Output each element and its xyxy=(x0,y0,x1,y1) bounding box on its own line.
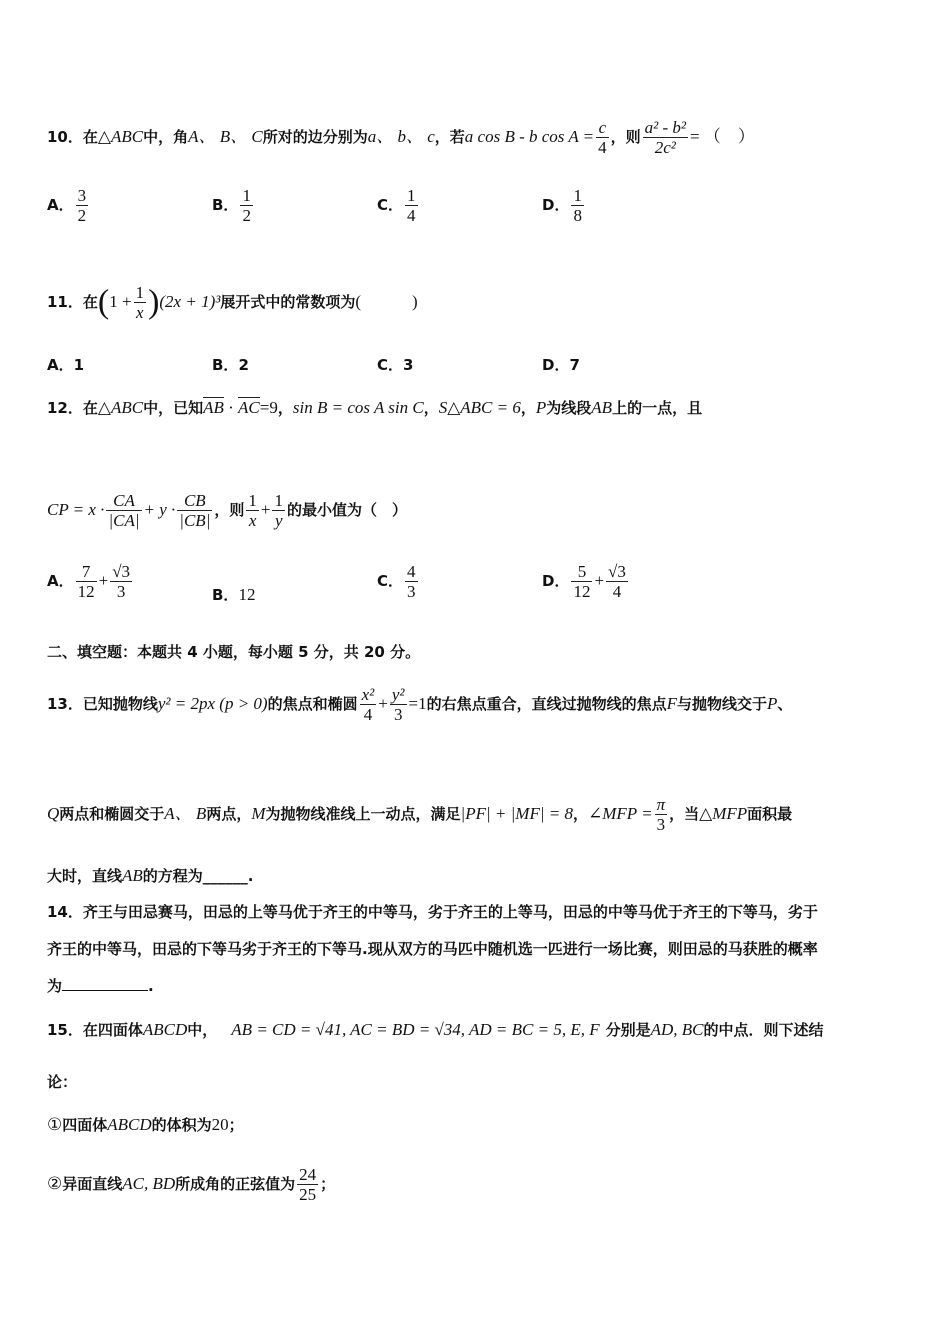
q10-number: 10． xyxy=(47,128,83,146)
q12-option-d[interactable]: D． $\frac{5}{12}$ + $\frac{√3}{4}$ xyxy=(542,562,626,601)
triangle-abc: △ABC xyxy=(97,127,144,146)
q15-line-2: 论： xyxy=(47,1073,78,1091)
q14-line-1: 14．齐王与田忌赛马，田忌的上等马优于齐王的中等马，劣于齐王的上等马，田忌的中等马优于齐王的下等马，劣于 xyxy=(47,903,818,921)
q11-line: 11．在(1 + $\frac{1}{x}$ )(2x + 1)³展开式中的常数项为( ) xyxy=(47,283,418,322)
parabola-equation: y² = 2px (p > 0) xyxy=(157,694,268,713)
q13-condition: |PF| + |MF| = 8 xyxy=(460,804,573,823)
q12-option-c[interactable]: C． $\frac{4}{3}$ xyxy=(377,562,416,601)
q11-option-a[interactable]: A．1 xyxy=(47,356,85,374)
q11-binomial: (2x + 1)³ xyxy=(159,292,221,311)
q13-line: 13．已知抛物线y² = 2px (p > 0)的焦点和椭圆 $\frac{\text{x²}}{4}$ + $\frac{\text{y²}}{3}$ =1的右焦点重合，直线过抛物线的焦点F与抛物线交于P、 xyxy=(47,685,793,724)
q12-trig: sin B = cos A sin C xyxy=(292,398,424,417)
q11-option-c[interactable]: C．3 xyxy=(377,356,414,374)
q13-number: 13． xyxy=(47,695,83,713)
q10-option-b[interactable]: B． $\frac{1}{2}$ xyxy=(212,186,251,225)
vector-ab: AB xyxy=(203,398,224,417)
q12-line-2: CP = x · $\frac{CA}{|CA|}$ + y · $\frac{CB}{|CB|}$ ，则 $\frac{1}{x}$ + $\frac{1}{y}$ 的最小值为（ ） xyxy=(47,491,407,530)
q13-line-3: 大时，直线AB的方程为______. xyxy=(47,866,254,885)
q13-line-2: Q两点和椭圆交于A、 B两点，M为抛物线准线上一动点，满足|PF| + |MF| = 8，∠MFP = $\frac{\pi}{3}$ ，当△MFP面积最 xyxy=(47,795,793,834)
q10-condition: a cos B - b cos A = xyxy=(464,127,595,146)
q12-line: 12．在△ABC中，已知AB · AC=9，sin B = cos A sin C，S△ABC = 6，P为线段AB上的一点，且 xyxy=(47,398,703,417)
q12-area: S△ABC = 6 xyxy=(438,398,521,417)
q13-answer-blank: 的方程为______. xyxy=(142,867,254,885)
q10-line: 10．在△ABC中，角A、 B、 C所对的边分别为a、 b、 c，若a cos B - b cos A = $\frac{c}{4}$ ，则 $\frac{\text{a² - b²}}{\text{2c²}}$ = （ ） xyxy=(47,118,755,157)
q14-answer-blank[interactable] xyxy=(62,976,148,991)
q15-line: 15．在四面体ABCD中， AB = CD = √41, AC = BD = √34, AD = BC = 5, E, F 分别是AD, BC的中点．则下述结 xyxy=(47,1020,824,1039)
q15-number: 15． xyxy=(47,1021,83,1039)
q10-option-c[interactable]: C． $\frac{1}{4}$ xyxy=(377,186,416,225)
q12-option-b[interactable]: B．12 xyxy=(212,585,256,604)
q15-conclusion-1: ①四面体ABCD的体积为20； xyxy=(47,1115,244,1134)
q10-option-d[interactable]: D． $\frac{1}{8}$ xyxy=(542,186,582,225)
q11-option-d[interactable]: D．7 xyxy=(542,356,580,374)
q15-condition: AB = CD = √41, AC = BD = √34, AD = BC = 5, E, F xyxy=(231,1020,600,1039)
q11-answer-blank: ( ) xyxy=(355,292,418,311)
fraction-target: $\frac{\text{a² - b²}}{\text{2c²}}$ xyxy=(644,118,687,157)
q10-option-a[interactable]: A． $\frac{3}{2}$ xyxy=(47,186,87,225)
q11-option-b[interactable]: B．2 xyxy=(212,356,249,374)
q12-option-a[interactable]: A． $\frac{7}{12}$ + $\frac{√3}{3}$ xyxy=(47,562,131,601)
q12-number: 12． xyxy=(47,399,83,417)
q14-line-3: 为 . xyxy=(47,977,154,995)
q15-conclusion-2: ②异面直线AC, BD所成角的正弦值为 $\frac{24}{25}$ ； xyxy=(47,1165,336,1204)
q14-line-2: 齐王的中等马，田忌的下等马劣于齐王的下等马.现从双方的马匹中随机选一匹进行一场比赛，则田忌的马获胜的概率 xyxy=(47,940,818,958)
vector-ac: AC xyxy=(238,398,260,417)
section-heading: 二、填空题：本题共 4 小题，每小题 5 分，共 20 分。 xyxy=(47,643,421,661)
q11-number: 11． xyxy=(47,293,83,311)
fraction-c-over-4: $\frac{c}{4}$ xyxy=(598,118,607,157)
